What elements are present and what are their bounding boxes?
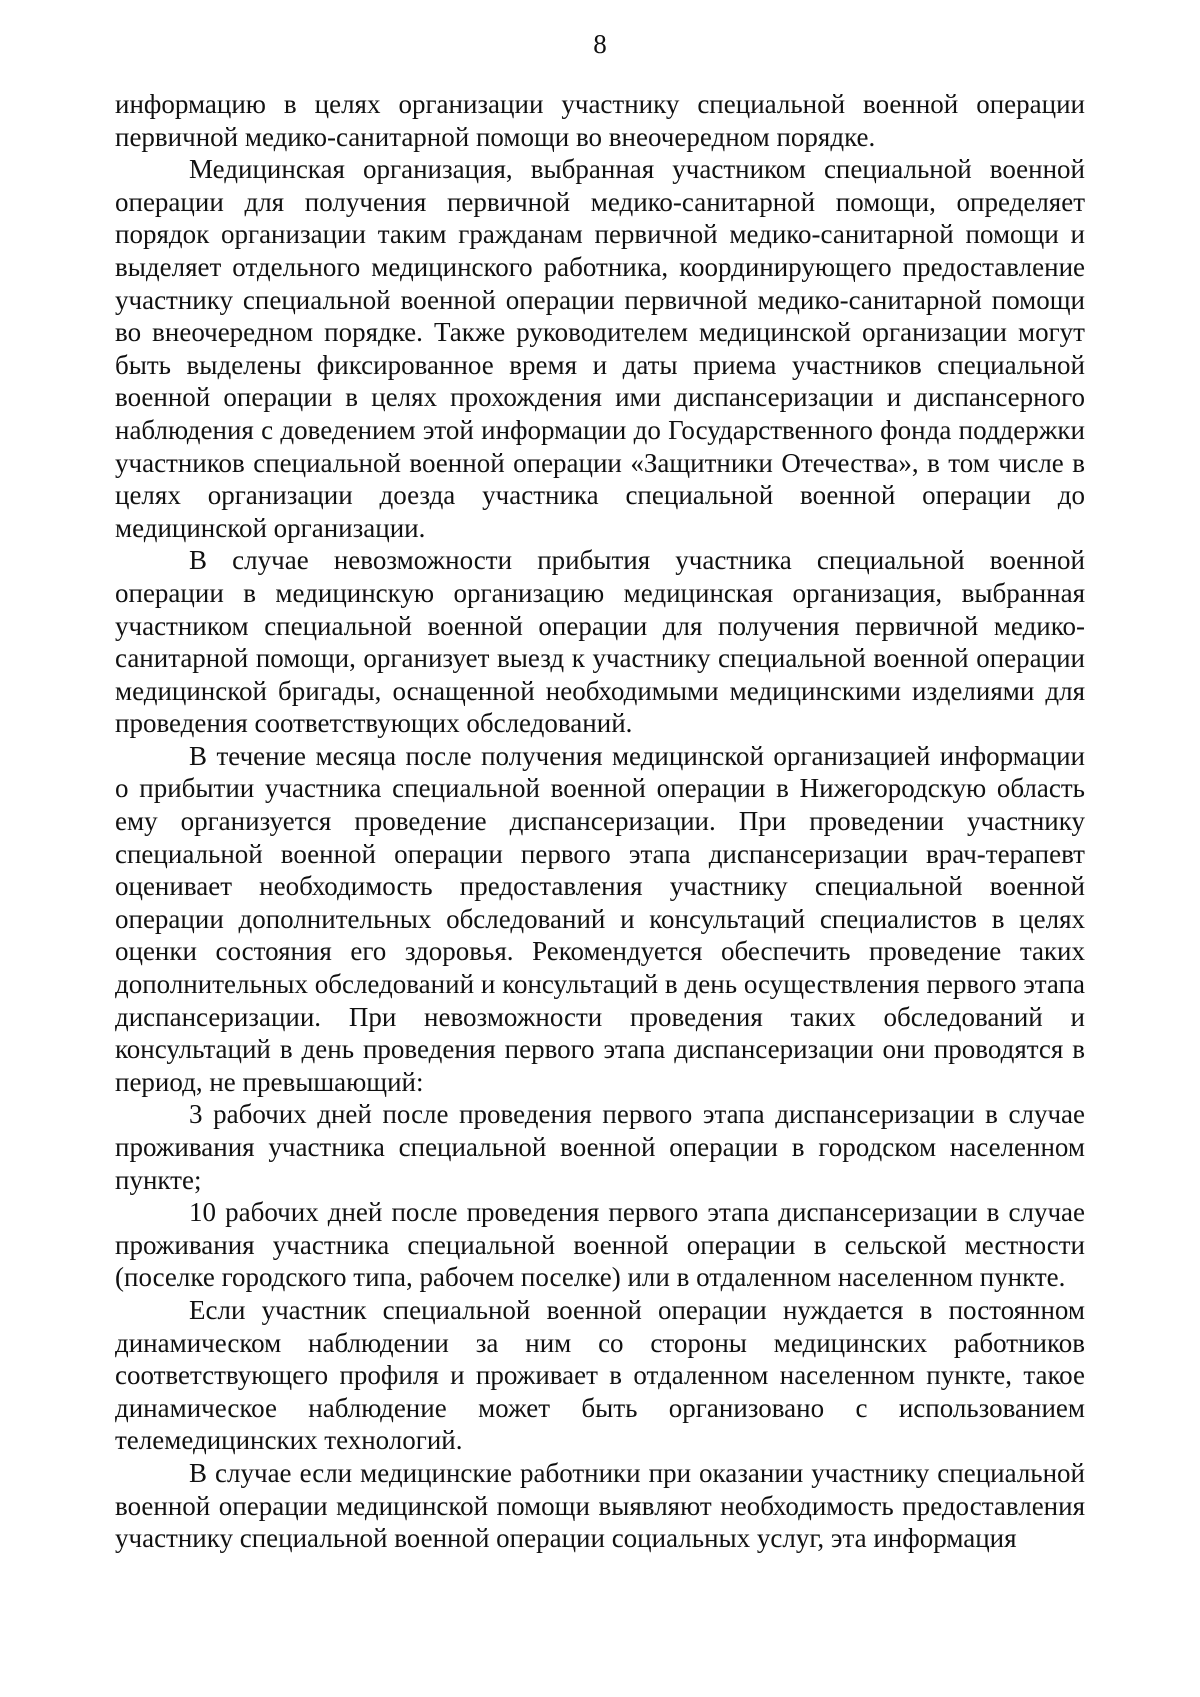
paragraph-social-services: В случае если медицинские работники при оказании участнику специальной военной операции медицинской помощи выявляют необходимость предоставления участнику специальной военной операции социальных услуг, эта информация (115, 1457, 1085, 1554)
paragraph-urban-term: 3 рабочих дней после проведения первого этапа диспансеризации в случае проживания участника специальной военной операции в городском населенном пункте; (115, 1099, 1085, 1195)
paragraph-dispensarization: В течение месяца после получения медицинской организацией информации о прибытии участника специальной военной операции в Нижегородскую область ему организуется проведение диспансеризации. При проведении участнику специальной военной операции первого этапа диспансеризации врач-терапевт оценивает необходимость предоставления участнику специальной военной операции дополнительных обследований и консультаций специалистов в целях оценки состояния его здоровья. Рекомендуется обеспечить проведение таких дополнительных обследований и консультаций в день осуществления первого этапа диспансеризации. При невозможности проведения таких обследований и консультаций в день проведения первого этапа диспансеризации они проводятся в период, не превышающий: (115, 740, 1085, 1097)
document-body (115, 88, 1085, 1555)
paragraph-medical-organization: Медицинская организация, выбранная участником специальной военной операции для получения первичной медико-санитарной помощи, определяет порядок организации таким гражданам первичной медико-санитарной помощи и выделяет отдельного медицинского работника, координирующего предоставление участнику специальной военной операции первичной медико-санитарной помощи во внеочередном порядке. Также руководителем медицинской организации могут быть выделены фиксированное время и даты приема участников специальной военной операции в целях прохождения ими диспансеризации и диспансерного наблюдения с доведением этой информации до Государственного фонда поддержки участников специальной военной операции «Защитники Отечества», в том числе в целях организации доезда участника специальной военной операции до медицинской организации. (115, 154, 1085, 543)
paragraph-continuation: информацию в целях организации участнику специальной военной операции первичной медико-санитарной помощи во внеочередном порядке. (115, 89, 1085, 152)
paragraph-home-visit: В случае невозможности прибытия участника специальной военной операции в медицинскую организацию медицинская организация, выбранная участником специальной военной операции для получения первичной медико-санитарной помощи, организует выезд к участнику специальной военной операции медицинской бригады, оснащенной необходимыми медицинскими изделиями для проведения соответствующих обследований. (115, 545, 1085, 739)
paragraph-rural-term: 10 рабочих дней после проведения первого этапа диспансеризации в случае проживания участника специальной военной операции в сельской местности (поселке городского типа, рабочем поселке) или в отдаленном населенном пункте. (115, 1197, 1085, 1293)
paragraph-telemedicine: Если участник специальной военной операции нуждается в постоянном динамическом наблюдении за ним со стороны медицинских работников соответствующего профиля и проживает в отдаленном населенном пункте, такое динамическое наблюдение может быть организовано с использованием телемедицинских технологий. (115, 1294, 1085, 1456)
page-number: 8 (593, 29, 607, 59)
